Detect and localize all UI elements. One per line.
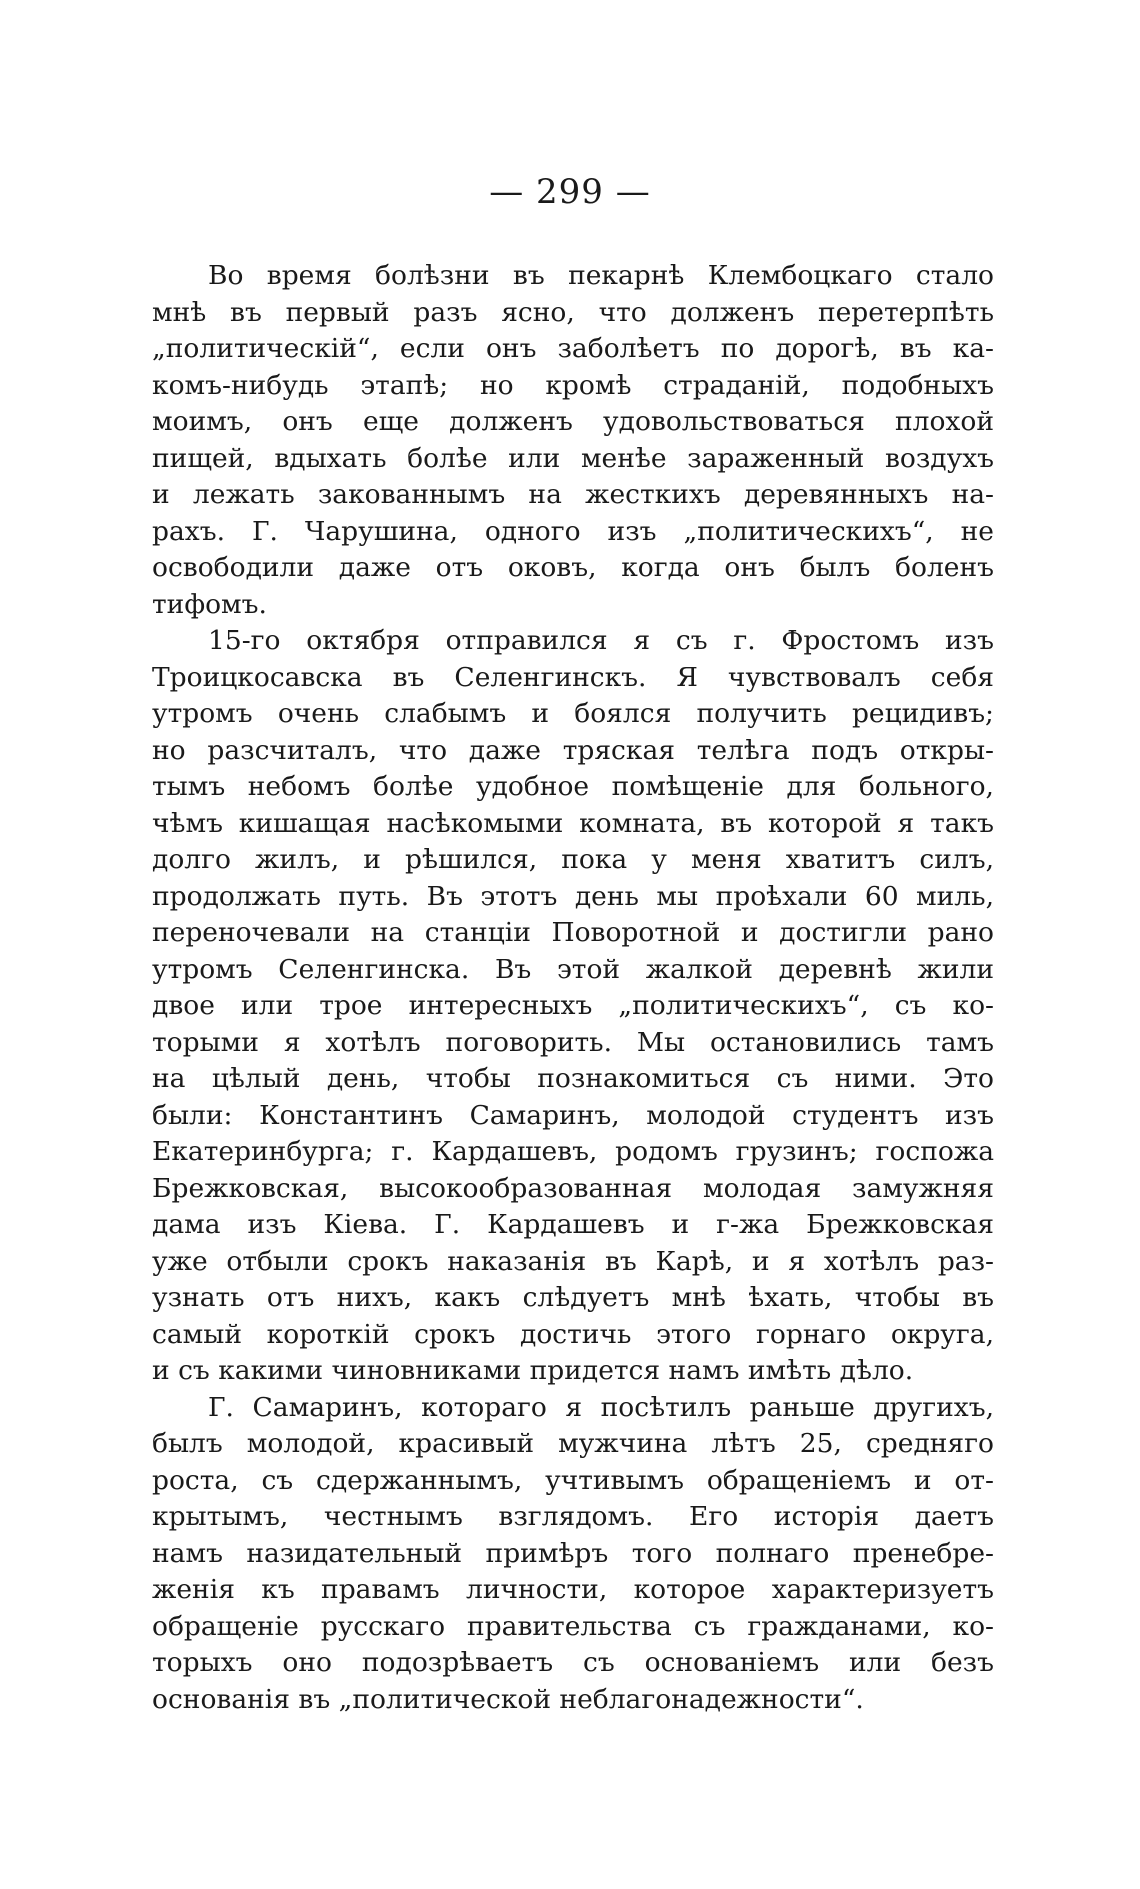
paragraph xyxy=(152,623,994,1390)
text-line: утромъ Селенгинска. Въ этой жалкой деревнѣ жили xyxy=(152,953,994,985)
page-number: — 299 — xyxy=(489,172,651,212)
text-line: утромъ очень слабымъ и боялся получить рецидивъ; xyxy=(152,698,994,729)
text-line: Во время болѣзни въ пекарнѣ Клембоцкаго стало xyxy=(208,260,994,291)
text-line: пищей, вдыхать болѣе или менѣе зараженный воздухъ xyxy=(152,442,994,474)
text-line: комъ-нибудь этапѣ; но кромѣ страданій, подобныхъ xyxy=(152,369,994,401)
text-line: рахъ. Г. Чарушина, одного изъ „политическихъ“, не xyxy=(152,515,994,547)
text-line: двое или трое интересныхъ „политическихъ“, съ ко- xyxy=(152,990,994,1021)
text-line: продолжать путь. Въ этотъ день мы проѣхали 60 миль, xyxy=(152,880,994,912)
text-line: былъ молодой, красивый мужчина лѣтъ 25, средняго xyxy=(152,1428,994,1459)
text-line: переночевали на станціи Поворотной и достигли рано xyxy=(152,917,994,948)
text-line: чѣмъ кишащая насѣкомыми комната, въ которой я такъ xyxy=(152,807,994,839)
text-line: узнать отъ нихъ, какъ слѣдуетъ мнѣ ѣхать, чтобы въ xyxy=(152,1282,994,1313)
body-text xyxy=(152,258,994,1718)
text-line: мнѣ въ первый разъ ясно, что долженъ перетерпѣть xyxy=(152,296,994,328)
text-line: моимъ, онъ еще долженъ удовольствоваться плохой xyxy=(152,406,994,437)
text-line: основанія въ „политической неблагонадежности“. xyxy=(152,1683,864,1715)
text-line: дама изъ Кіева. Г. Кардашевъ и г-жа Брежковская xyxy=(152,1209,994,1240)
text-line: но разсчиталъ, что даже тряская телѣга подъ откры- xyxy=(152,734,994,766)
text-line: 15-го октября отправился я съ г. Фростомъ изъ xyxy=(208,625,994,656)
text-line: „политическій“, если онъ заболѣетъ по дорогѣ, въ ка- xyxy=(152,333,994,364)
text-line: торыхъ оно подозрѣваетъ съ основаніемъ или безъ xyxy=(152,1647,994,1678)
text-line: долго жилъ, и рѣшился, пока у меня хватитъ силъ, xyxy=(152,844,994,875)
text-line: и съ какими чиновниками придется намъ имѣть дѣло. xyxy=(152,1355,914,1386)
text-line: намъ назидательный примѣръ того полнаго пренебре- xyxy=(152,1537,994,1569)
text-line: самый короткій срокъ достичь этого горнаго округа, xyxy=(152,1318,994,1350)
text-line: женія къ правамъ личности, которое характеризуетъ xyxy=(152,1574,994,1605)
text-line: Брежковская, высокообразованная молодая замужняя xyxy=(152,1172,994,1204)
text-line: Г. Самаринъ, котораго я посѣтилъ раньше другихъ, xyxy=(208,1391,994,1423)
text-line: крытымъ, честнымъ взглядомъ. Его исторія даетъ xyxy=(152,1501,994,1532)
text-line: торыми я хотѣлъ поговорить. Мы остановились тамъ xyxy=(152,1026,994,1058)
text-line: Екатеринбурга; г. Кардашевъ, родомъ грузинъ; госпожа xyxy=(152,1136,994,1167)
text-line: обращеніе русскаго правительства съ гражданами, ко- xyxy=(152,1610,994,1642)
text-line: и лежать закованнымъ на жесткихъ деревянныхъ на- xyxy=(152,479,994,510)
text-line: освободили даже отъ оковъ, когда онъ былъ боленъ xyxy=(152,552,994,583)
paragraph xyxy=(152,1390,994,1719)
text-line: роста, съ сдержаннымъ, учтивымъ обращеніемъ и от- xyxy=(152,1464,994,1496)
text-line: уже отбыли срокъ наказанія въ Карѣ, и я хотѣлъ раз- xyxy=(152,1245,994,1277)
text-line: были: Константинъ Самаринъ, молодой студентъ изъ xyxy=(152,1099,994,1131)
text-line: Троицкосавска въ Селенгинскъ. Я чувствовалъ себя xyxy=(152,661,994,693)
text-line: тымъ небомъ болѣе удобное помѣщеніе для больного, xyxy=(152,771,994,802)
text-line: тифомъ. xyxy=(152,588,267,620)
paragraph xyxy=(152,258,994,623)
text-line: на цѣлый день, чтобы познакомиться съ ними. Это xyxy=(152,1063,994,1094)
